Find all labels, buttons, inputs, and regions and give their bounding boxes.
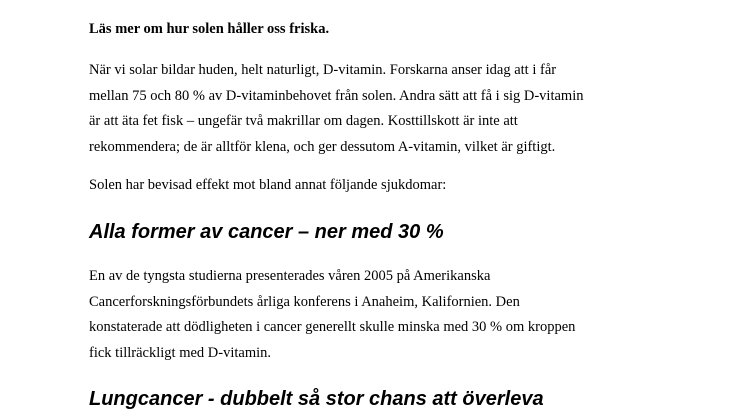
paragraph-cancer-study: [89, 264, 575, 366]
paragraph-line: konstaterade att dödligheten i cancer generellt skulle minska med 30 % om kroppen: [89, 319, 576, 335]
paragraph-line: fick tillräckligt med D-vitamin.: [89, 344, 272, 361]
paragraph-vitamin-d: [89, 58, 584, 160]
paragraph-line: Cancerforskningsförbundets årliga konferens i Anaheim, Kalifornien. Den: [89, 293, 520, 310]
paragraph-line: mellan 75 och 80 % av D-vitaminbehovet från solen. Andra sätt att få i sig D-vitamin: [89, 87, 584, 104]
intro-heading: Läs mer om hur solen håller oss friska.: [89, 21, 330, 37]
paragraph-line: Solen har bevisad effekt mot bland annat följande sjukdomar:: [89, 177, 447, 193]
paragraph-diseases-intro: [89, 173, 446, 199]
section-heading-cancer: Alla former av cancer – ner med 30 %: [89, 221, 444, 243]
paragraph-line: När vi solar bildar huden, helt naturligt, D-vitamin. Forskarna anser idag att i får: [89, 62, 557, 78]
section-heading-lung-cancer: Lungcancer - dubbelt så stor chans att överleva: [89, 388, 544, 410]
paragraph-line: rekommendera; de är alltför klena, och ger dessutom A-vitamin, vilket är giftigt.: [89, 138, 556, 155]
paragraph-line: En av de tyngsta studierna presenterades våren 2005 på Amerikanska: [89, 268, 491, 284]
paragraph-line: är att äta fet fisk – ungefär två makrillar om dagen. Kosttillskott är inte att: [89, 113, 518, 129]
